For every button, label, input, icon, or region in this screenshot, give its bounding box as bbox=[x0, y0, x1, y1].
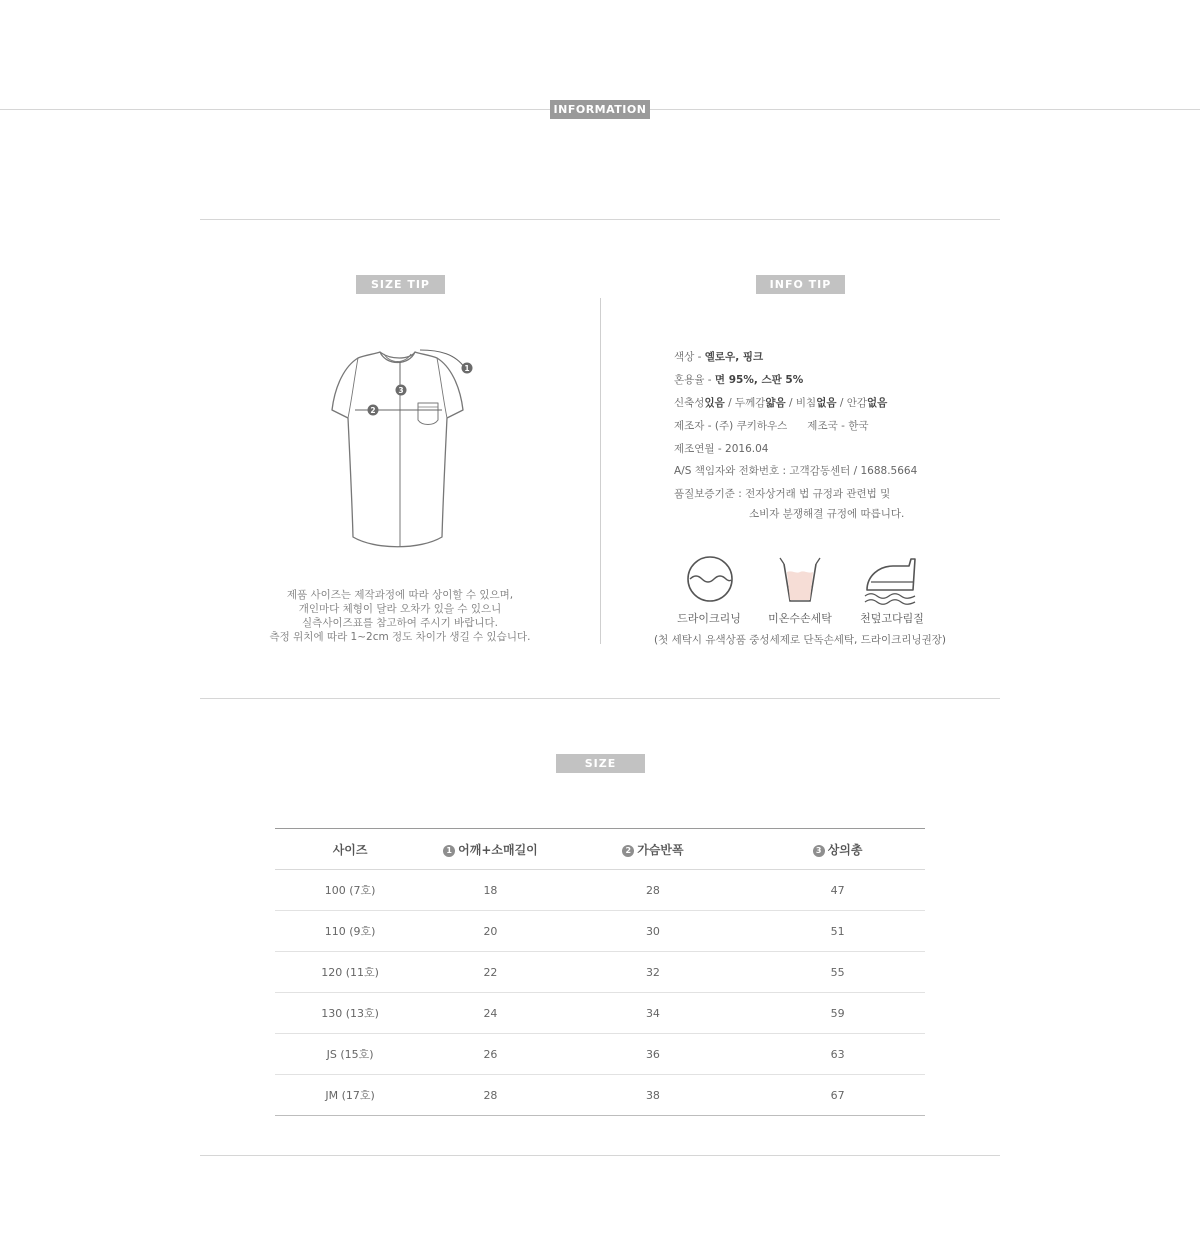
table-row bbox=[275, 952, 925, 993]
color-value: 옐로우, 핑크 bbox=[704, 351, 764, 363]
table-row bbox=[275, 993, 925, 1034]
cell-chest: 32 bbox=[556, 952, 751, 993]
care-label-hand-wash: 미온수손세탁 bbox=[768, 612, 832, 625]
size-note-2: 개인마다 체형이 달라 오차가 있을 수 있으니 bbox=[298, 603, 502, 615]
props-line: 신축성있음 / 두께감얇음 / 비침없음 / 안감없음 bbox=[674, 397, 888, 409]
fabric-line bbox=[674, 372, 803, 387]
header-chest: 2 가슴반폭 bbox=[556, 829, 751, 870]
section-divider-1 bbox=[200, 219, 1000, 220]
header-shoulder-sleeve: 1 어깨+소매길이 bbox=[425, 829, 555, 870]
cell-length: 59 bbox=[750, 993, 925, 1034]
cell-length: 55 bbox=[750, 952, 925, 993]
iron-with-cloth-icon bbox=[861, 554, 919, 606]
size-table bbox=[275, 828, 925, 1116]
cell-chest: 30 bbox=[556, 911, 751, 952]
information-tag: INFORMATION bbox=[550, 100, 650, 119]
size-tip-tag: SIZE TIP bbox=[356, 275, 445, 294]
cell-shoulder: 20 bbox=[425, 911, 555, 952]
size-note-1: 제품 사이즈는 제작과정에 따라 상이할 수 있으며, bbox=[286, 589, 514, 601]
cell-length: 67 bbox=[750, 1075, 925, 1116]
prop-value: 없음 bbox=[867, 397, 888, 409]
care-note: (첫 세탁시 유색상품 중성세제로 단독손세탁, 드라이크리닝권장) bbox=[654, 634, 946, 646]
fabric-value: 면 95%, 스판 5% bbox=[714, 374, 804, 386]
fabric-label: 혼용율 - bbox=[674, 374, 715, 386]
cell-shoulder: 22 bbox=[425, 952, 555, 993]
prop-label: 안감 bbox=[846, 397, 868, 409]
color-label: 색상 - bbox=[674, 351, 705, 363]
care-label-iron: 천덮고다림질 bbox=[860, 612, 924, 625]
cell-length: 47 bbox=[750, 870, 925, 911]
table-header-row bbox=[275, 829, 925, 870]
size-note-4: 측정 위치에 따라 1~2cm 정도 차이가 생길 수 있습니다. bbox=[269, 631, 531, 643]
table-row bbox=[275, 911, 925, 952]
marker-1-label: 1 bbox=[464, 363, 470, 373]
cell-chest: 34 bbox=[556, 993, 751, 1034]
cell-size: JM (17호) bbox=[275, 1075, 425, 1116]
bottom-divider bbox=[200, 1155, 1000, 1156]
as-line: A/S 책임자와 전화번호 : 고객감동센터 / 1688.5664 bbox=[674, 465, 918, 477]
cell-shoulder: 28 bbox=[425, 1075, 555, 1116]
size-tag: SIZE bbox=[556, 754, 645, 773]
header-num-1: 1 bbox=[443, 845, 455, 857]
cell-size: 130 (13호) bbox=[275, 993, 425, 1034]
maker: 제조자 - (주) 쿠키하우스 bbox=[674, 420, 788, 432]
cell-chest: 38 bbox=[556, 1075, 751, 1116]
cell-shoulder: 24 bbox=[425, 993, 555, 1034]
column-divider bbox=[600, 298, 601, 644]
cell-size: 110 (9호) bbox=[275, 911, 425, 952]
marker-2-label: 2 bbox=[370, 405, 376, 415]
info-tip-tag: INFO TIP bbox=[756, 275, 845, 294]
header-length: 3 상의총 bbox=[750, 829, 925, 870]
prop-label: 두께감 bbox=[734, 397, 766, 409]
header-num-2: 2 bbox=[622, 845, 634, 857]
header-size: 사이즈 bbox=[275, 829, 425, 870]
lukewarm-hand-wash-icon bbox=[776, 554, 824, 606]
cell-length: 63 bbox=[750, 1034, 925, 1075]
cell-shoulder: 26 bbox=[425, 1034, 555, 1075]
cell-size: JS (15호) bbox=[275, 1034, 425, 1075]
quality-line-1: 품질보증기준 : 전자상거래 법 규정과 관련법 및 bbox=[674, 488, 891, 500]
prop-value: 얇음 bbox=[765, 397, 786, 409]
prop-value: 있음 bbox=[704, 397, 725, 409]
prop-label: 비침 bbox=[795, 397, 817, 409]
header-num-3: 3 bbox=[813, 845, 825, 857]
cell-size: 120 (11호) bbox=[275, 952, 425, 993]
cell-chest: 36 bbox=[556, 1034, 751, 1075]
country: 제조국 - 한국 bbox=[807, 420, 869, 432]
cell-chest: 28 bbox=[556, 870, 751, 911]
tshirt-diagram bbox=[320, 340, 490, 555]
cell-size: 100 (7호) bbox=[275, 870, 425, 911]
quality-line-2: 소비자 분쟁해결 규정에 따릅니다. bbox=[749, 508, 905, 520]
size-note-3: 실측사이즈표를 참고하여 주시기 바랍니다. bbox=[302, 617, 498, 629]
prop-label: 신축성 bbox=[674, 397, 705, 409]
maker-line bbox=[674, 418, 868, 433]
cell-length: 51 bbox=[750, 911, 925, 952]
care-label-dry-clean: 드라이크리닝 bbox=[677, 612, 741, 625]
prop-value: 없음 bbox=[816, 397, 837, 409]
date-line: 제조연월 - 2016.04 bbox=[674, 443, 769, 455]
table-row bbox=[275, 1075, 925, 1116]
table-row bbox=[275, 870, 925, 911]
color-line bbox=[674, 349, 763, 364]
marker-3-label: 3 bbox=[398, 385, 404, 395]
cell-shoulder: 18 bbox=[425, 870, 555, 911]
dry-clean-icon bbox=[685, 555, 735, 605]
section-divider-2 bbox=[200, 698, 1000, 699]
table-row bbox=[275, 1034, 925, 1075]
